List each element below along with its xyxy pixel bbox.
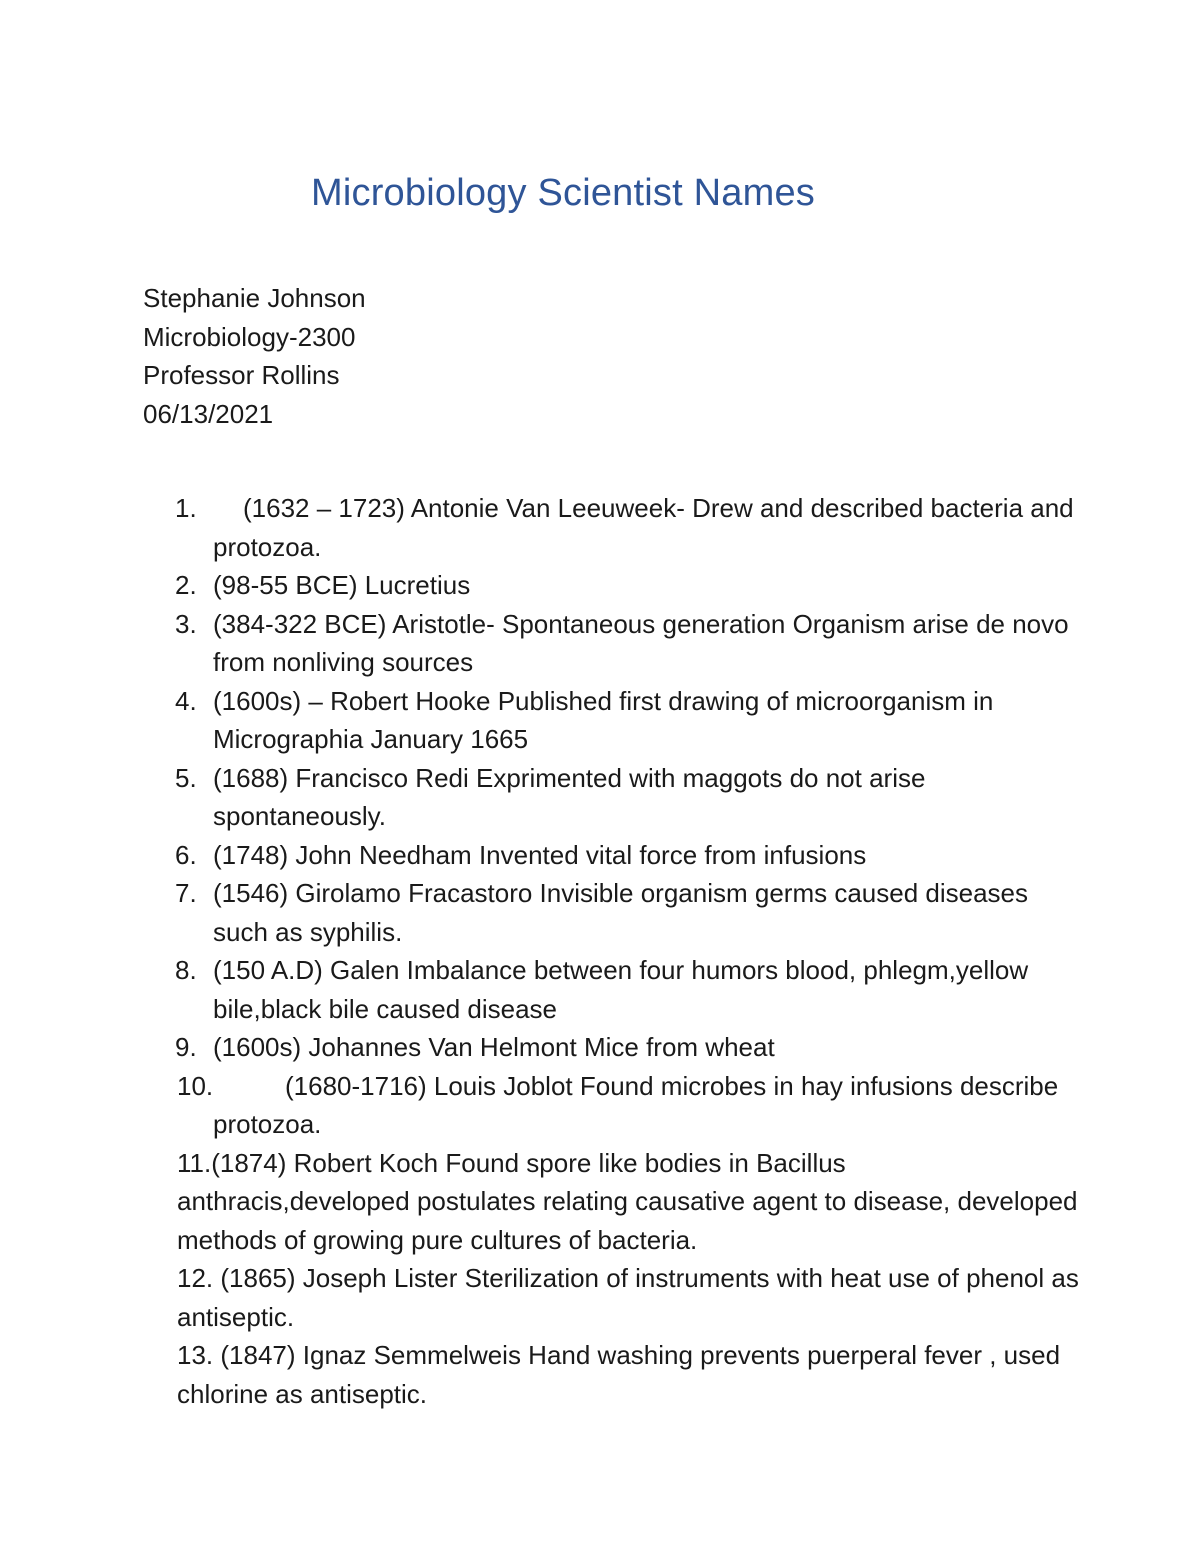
list-item-text: (98-55 BCE) Lucretius xyxy=(213,570,471,600)
list-item-number: 3. xyxy=(175,608,197,639)
list-item-number: 8. xyxy=(175,955,197,985)
document-title: Microbiology Scientist Names xyxy=(311,172,815,214)
list-item-text: (1600s) Johannes Van Helmont Mice from wheat xyxy=(213,1032,775,1062)
course-name: Microbiology-2300 xyxy=(143,321,356,352)
list-item-text: (1600s) – Robert Hooke Published first drawing of microorganism in Micrographia January 1665 xyxy=(213,685,994,754)
scientist-list xyxy=(143,489,1087,1413)
list-item-number: 4. xyxy=(175,685,197,716)
list-item xyxy=(143,1336,1083,1413)
list-item-text: (1865) Joseph Lister Sterilization of instruments with heat use of phenol as antiseptic. xyxy=(177,1263,1087,1332)
list-item xyxy=(143,1067,1083,1144)
list-item xyxy=(143,605,1083,682)
header-block xyxy=(143,279,366,433)
list-item-text: (1546) Girolamo Fracastoro Invisible organism germs caused diseases such as syphilis. xyxy=(213,878,1029,947)
list-item xyxy=(143,682,1083,759)
list-item-text: (1632 – 1723) Antonie Van Leeuweek- Drew and described bacteria and protozoa. xyxy=(213,493,1074,562)
list-item-number: 11. xyxy=(177,1147,212,1178)
list-item xyxy=(143,489,1083,566)
list-item-number: 13. xyxy=(177,1340,214,1370)
list-item-text: (1748) John Needham Invented vital force from infusions xyxy=(213,839,867,870)
list-item xyxy=(143,566,1083,605)
list-item-number: 12. xyxy=(177,1263,214,1293)
list-item xyxy=(143,759,1083,836)
list-item-text: (1874) Robert Koch Found spore like bodies in Bacillus anthracis,developed postulates relating causative agent to disease, developed methods of growing pure cultures of bacteria. xyxy=(177,1147,1078,1255)
list-item-number: 10. xyxy=(177,1070,214,1101)
list-item-number: 7. xyxy=(175,878,197,908)
list-item-number: 5. xyxy=(175,762,197,793)
list-item xyxy=(143,836,1083,875)
professor-name: Professor Rollins xyxy=(143,360,340,390)
list-item xyxy=(143,1144,1083,1260)
list-item-text: (150 A.D) Galen Imbalance between four humors blood, phlegm,yellow bile,black bile caused disease xyxy=(213,955,1029,1024)
list-item xyxy=(143,1028,1083,1067)
list-item-number: 6. xyxy=(175,839,197,870)
list-item-text: (1688) Francisco Redi Exprimented with maggots do not arise spontaneously. xyxy=(213,762,926,831)
document-date: 06/13/2021 xyxy=(143,398,274,429)
list-item-text: (384-322 BCE) Aristotle- Spontaneous generation Organism arise de novo from nonliving sources xyxy=(213,608,1069,677)
list-item-number: 1. xyxy=(175,493,197,523)
list-item xyxy=(143,874,1083,951)
list-item xyxy=(143,1259,1087,1336)
list-item-number: 2. xyxy=(175,570,197,600)
list-item-text: (1680-1716) Louis Joblot Found microbes in hay infusions describe protozoa. xyxy=(213,1070,1059,1139)
student-name: Stephanie Johnson xyxy=(143,283,366,313)
list-item-text: (1847) Ignaz Semmelweis Hand washing prevents puerperal fever , used chlorine as antiseptic. xyxy=(177,1340,1068,1409)
list-item-number: 9. xyxy=(175,1032,197,1062)
list-item xyxy=(143,951,1083,1028)
